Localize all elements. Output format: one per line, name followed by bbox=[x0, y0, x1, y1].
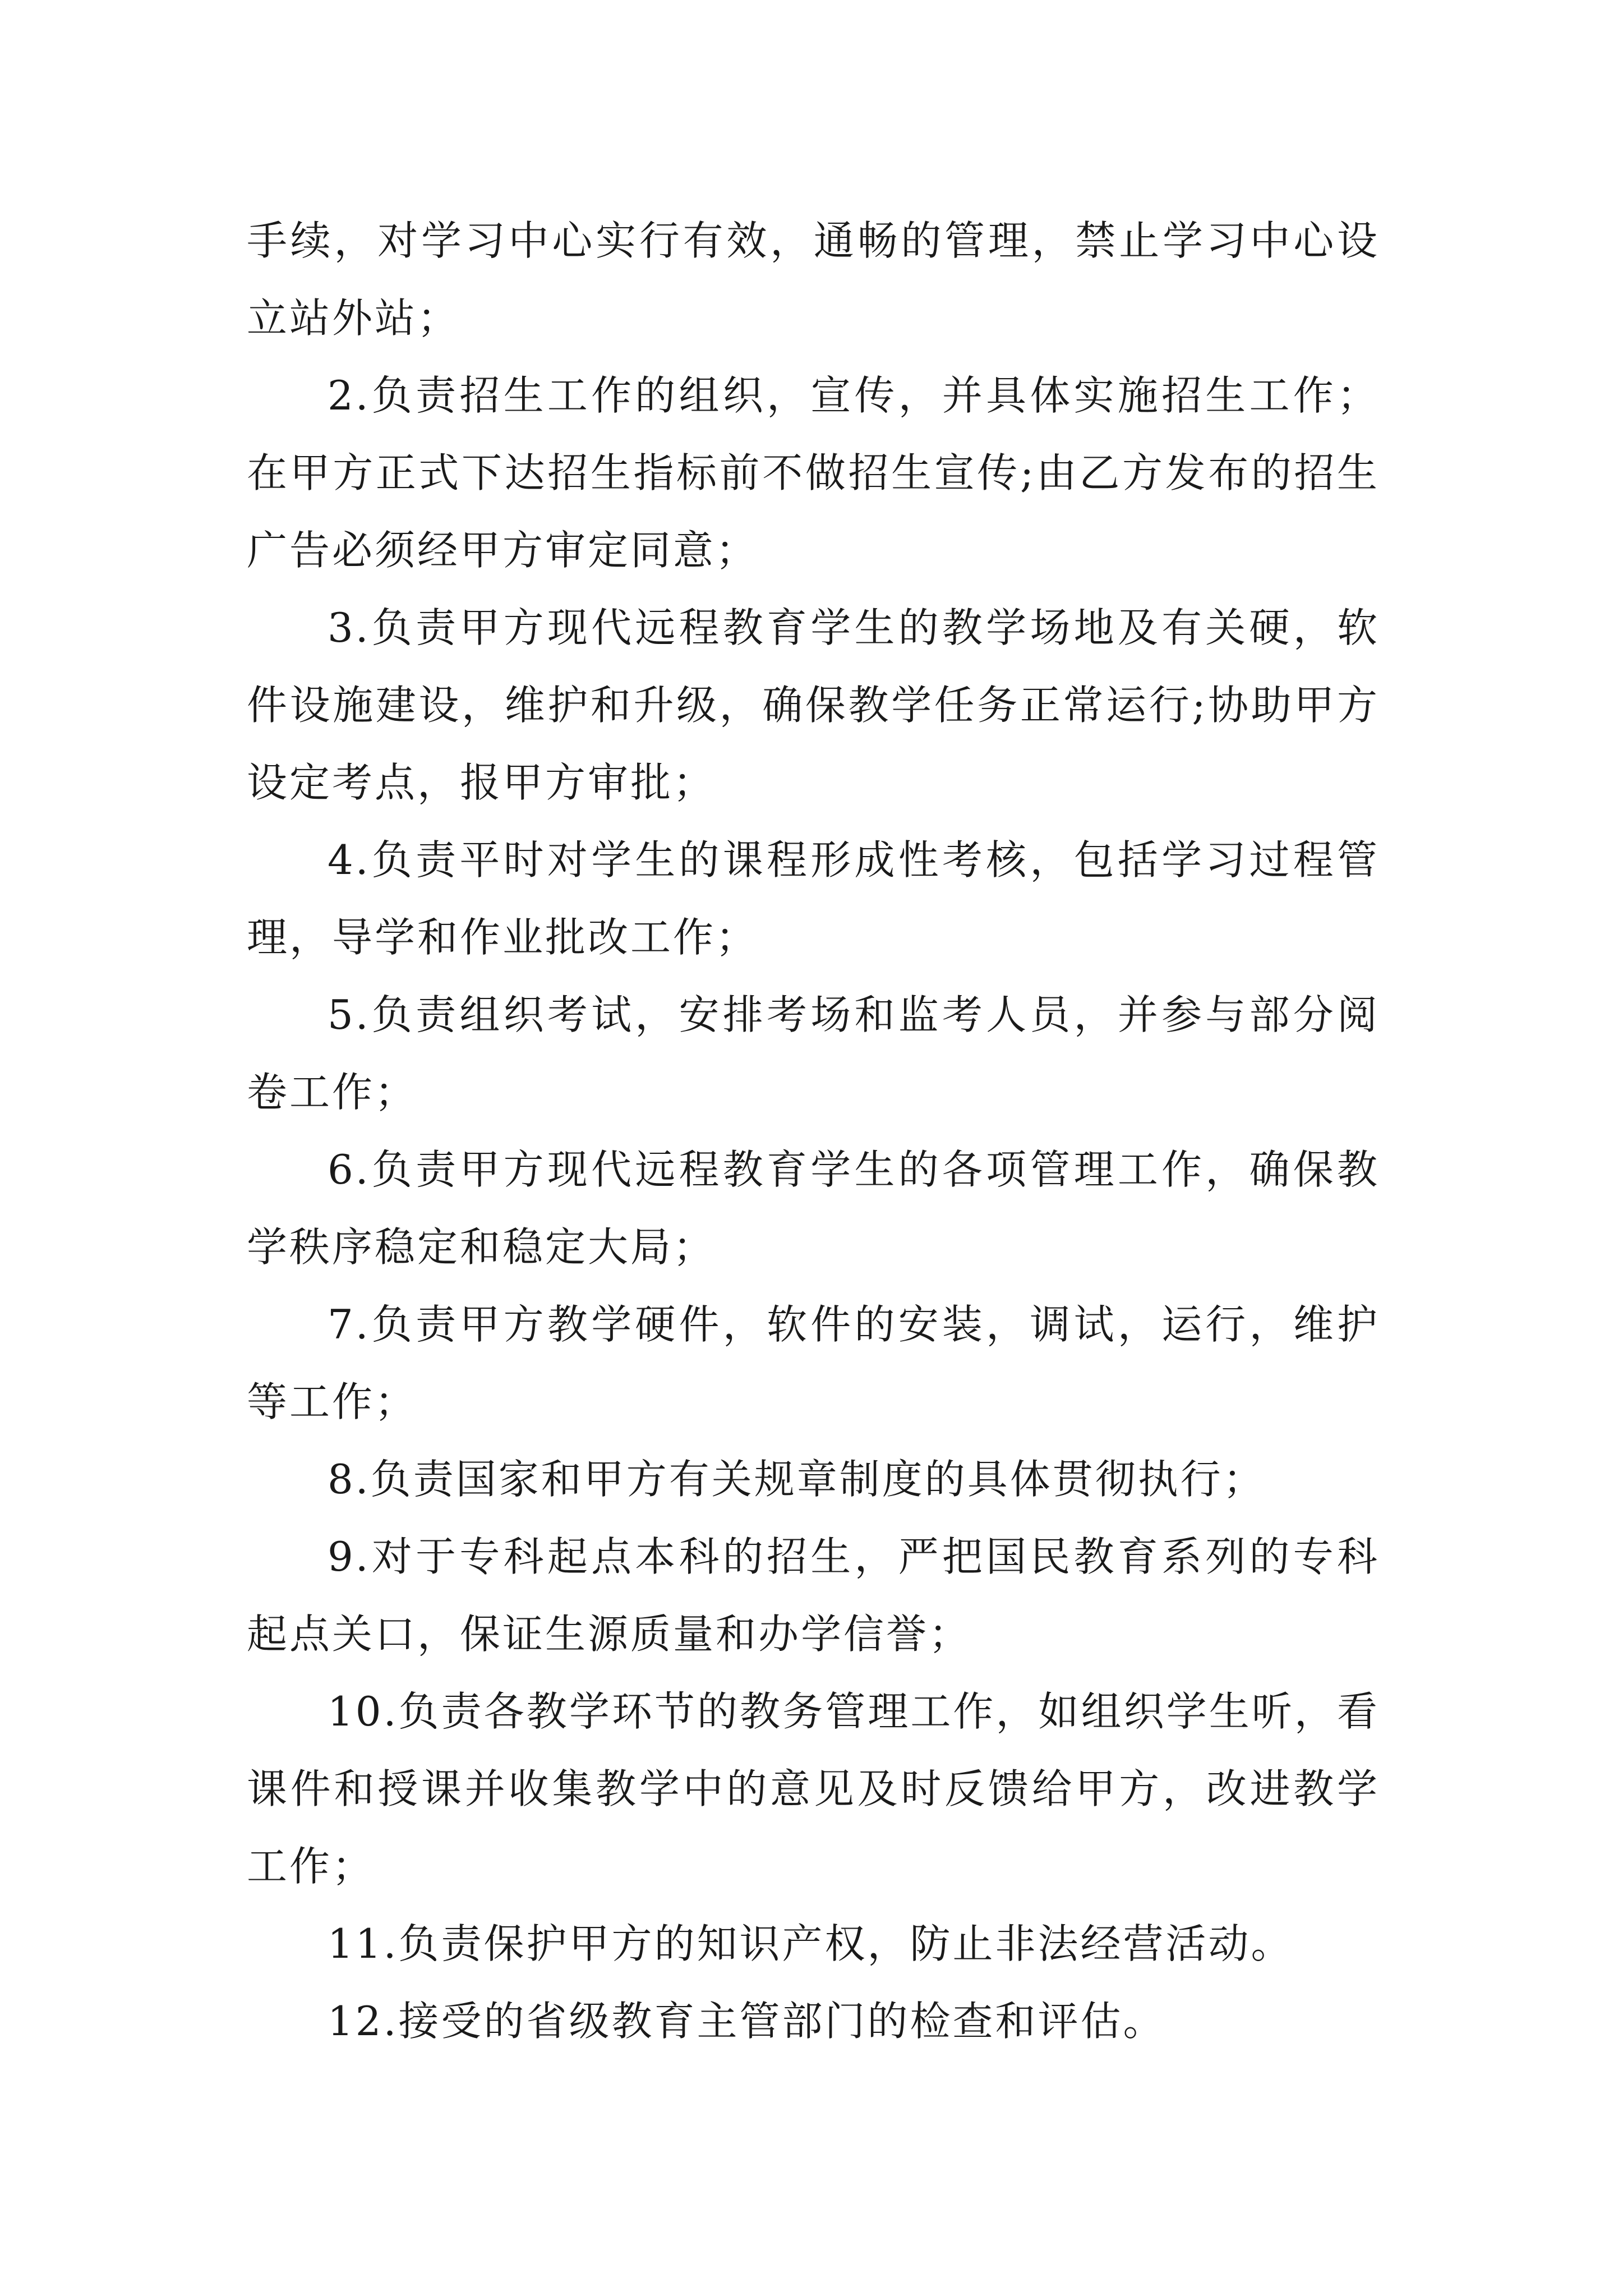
paragraph-item-9: 9.对于专科起点本科的招生，严把国民教育系列的专科起点关口，保证生源质量和办学信誉； bbox=[247, 1533, 1380, 1658]
paragraph-item-10: 10.负责各教学环节的教务管理工作，如组织学生听，看课件和授课并收集教学中的意见及时反馈给甲方，改进教学工作； bbox=[247, 1688, 1380, 1890]
paragraph-item-11: 11.负责保护甲方的知识产权，防止非法经营活动。 bbox=[328, 1920, 1294, 1967]
paragraph-item-4: 4.负责平时对学生的课程形成性考核，包括学习过程管理，导学和作业批改工作； bbox=[247, 836, 1380, 961]
paragraph-item-2: 2.负责招生工作的组织，宣传，并具体实施招生工作；在甲方正式下达招生指标前不做招生宣传;由乙方发布的招生广告必须经甲方审定同意； bbox=[247, 372, 1380, 574]
paragraph-item-3: 3.负责甲方现代远程教育学生的教学场地及有关硬，软件设施建设，维护和升级，确保教学任务正常运行;协助甲方设定考点，报甲方审批； bbox=[247, 604, 1380, 806]
paragraph-item-8: 8.负责国家和甲方有关规章制度的具体贯彻执行； bbox=[328, 1456, 1266, 1503]
paragraph-item-6: 6.负责甲方现代远程教育学生的各项管理工作，确保教学秩序稳定和稳定大局； bbox=[247, 1146, 1380, 1271]
paragraph-item-5: 5.负责组织考试，安排考场和监考人员，并参与部分阅卷工作； bbox=[247, 991, 1380, 1116]
paragraph-item-12: 12.接受的省级教育主管部门的检查和评估。 bbox=[328, 1998, 1166, 2045]
paragraph-item-7: 7.负责甲方教学硬件，软件的安装，调试，运行，维护等工作； bbox=[247, 1301, 1380, 1425]
document-body bbox=[247, 202, 1380, 2060]
paragraph-continuation: 手续，对学习中心实行有效，通畅的管理，禁止学习中心设立站外站； bbox=[247, 217, 1380, 342]
